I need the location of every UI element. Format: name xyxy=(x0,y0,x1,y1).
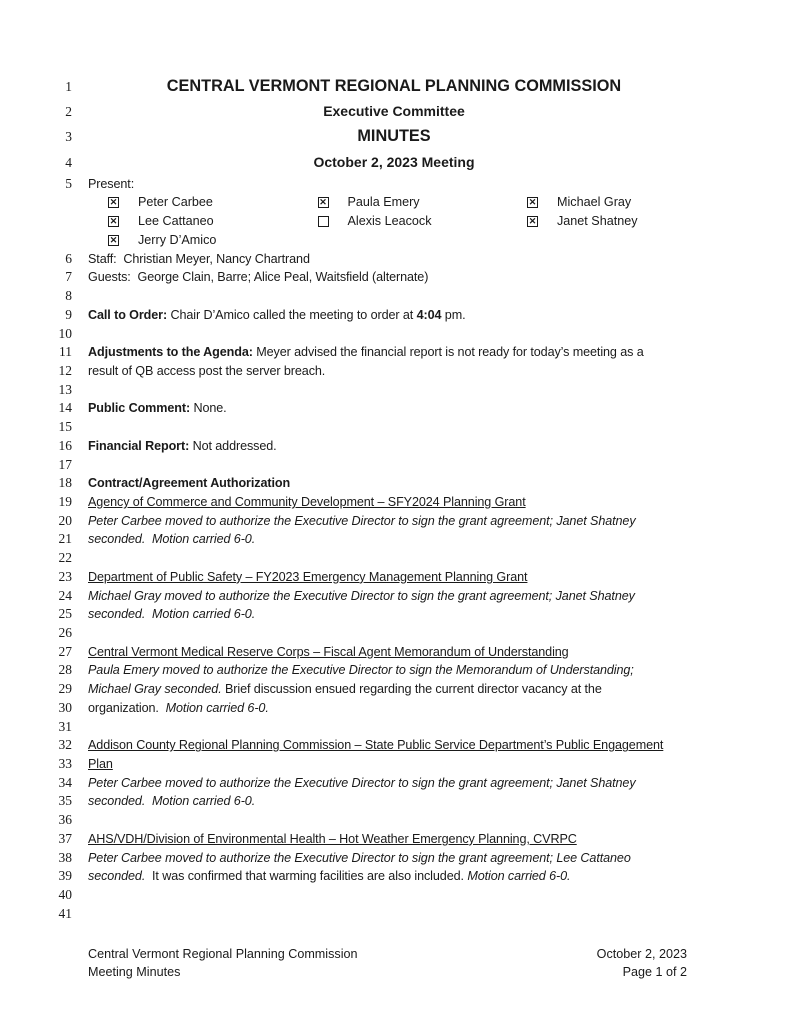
line-content xyxy=(88,643,569,662)
line-content xyxy=(88,99,700,124)
line-number: 12 xyxy=(58,362,72,378)
text-run: Motion carried 6-0. xyxy=(165,700,269,715)
line-content xyxy=(88,736,663,755)
line-number: 6 xyxy=(65,250,72,266)
text-run: seconded. Motion carried 6-0. xyxy=(88,607,256,622)
line-number: 34 xyxy=(58,774,72,790)
attendee xyxy=(108,193,318,212)
line-content xyxy=(88,474,290,493)
text-run: Staff: Christian Meyer, Nancy Chartrand xyxy=(88,251,310,266)
line-number: 13 xyxy=(58,381,72,397)
line-number xyxy=(0,193,72,212)
doc-line xyxy=(0,325,791,344)
line-content xyxy=(88,175,134,194)
attendee xyxy=(108,231,216,250)
doc-line xyxy=(0,306,791,325)
line-number: 17 xyxy=(58,456,72,472)
line-number: 4 xyxy=(65,154,72,170)
line-number: 29 xyxy=(58,681,72,697)
doc-line xyxy=(0,811,791,830)
line-content xyxy=(88,699,269,718)
line-number: 16 xyxy=(58,437,72,453)
doc-line xyxy=(0,905,791,924)
attendee xyxy=(527,193,631,212)
line-content xyxy=(88,849,631,868)
text-run: None. xyxy=(190,401,227,416)
attendee xyxy=(108,212,318,231)
text-run: Agency of Commerce and Community Development – SFY2024 Planning Grant xyxy=(88,494,526,509)
doc-line xyxy=(0,456,791,475)
line-number: 8 xyxy=(65,288,72,304)
line-number: 40 xyxy=(58,887,72,903)
text-run: result of QB access post the server breach. xyxy=(88,363,326,378)
line-number: 24 xyxy=(58,587,72,603)
text-run: Motion carried 6-0. xyxy=(467,869,571,884)
checkbox-unchecked-icon xyxy=(318,216,329,227)
text-run: AHS/VDH/Division of Environmental Health – Hot Weather Emergency Planning, CVRPC xyxy=(88,831,577,846)
text-run: Public Comment: xyxy=(88,401,191,416)
doc-line xyxy=(0,74,791,99)
attendee-name: Janet Shatney xyxy=(557,214,638,229)
doc-line xyxy=(0,250,791,269)
doc-line xyxy=(0,418,791,437)
attendee-grid xyxy=(88,193,631,212)
line-content xyxy=(88,124,700,149)
line-number: 31 xyxy=(58,718,72,734)
doc-line xyxy=(0,755,791,774)
checkbox-checked-icon: ✕ xyxy=(528,197,537,208)
line-content xyxy=(88,867,570,886)
doc-line xyxy=(0,568,791,587)
text-run: Peter Carbee moved to authorize the Executive Director to sign the grant agreement; Janet Shatney xyxy=(88,513,636,528)
line-number: 2 xyxy=(65,104,72,120)
doc-line xyxy=(0,643,791,662)
doc-line xyxy=(0,343,791,362)
line-number: 27 xyxy=(58,643,72,659)
attendee-name: Peter Carbee xyxy=(138,195,213,210)
text-run: Peter Carbee moved to authorize the Executive Director to sign the grant agreement; Janet Shatney xyxy=(88,775,636,790)
checkbox-checked-icon: ✕ xyxy=(109,216,118,227)
doc-line xyxy=(0,381,791,400)
footer-organization: Central Vermont Regional Planning Commission xyxy=(88,946,358,961)
line-number: 20 xyxy=(58,512,72,528)
attendee-grid xyxy=(88,231,216,250)
page-footer xyxy=(88,945,687,982)
line-content xyxy=(88,250,310,269)
line-number: 39 xyxy=(58,868,72,884)
text-run: Present: xyxy=(88,176,135,191)
doc-line xyxy=(0,399,791,418)
text-run: Guests: George Clain, Barre; Alice Peal, Waitsfield (alternate) xyxy=(88,270,429,285)
line-number: 5 xyxy=(65,175,72,191)
attendee-row xyxy=(0,212,791,231)
line-content xyxy=(88,493,526,512)
line-number: 30 xyxy=(58,699,72,715)
line-content xyxy=(88,150,700,175)
doc-line xyxy=(0,661,791,680)
line-content xyxy=(88,362,325,381)
doc-line xyxy=(0,830,791,849)
line-number: 18 xyxy=(58,475,72,491)
text-run: Paula Emery moved to authorize the Executive Director to sign the Memorandum of Understanding; xyxy=(88,663,634,678)
text-run: pm. xyxy=(441,307,466,322)
line-number: 14 xyxy=(58,400,72,416)
text-run: Brief discussion ensued regarding the current director vacancy at the xyxy=(221,682,602,697)
doc-line xyxy=(0,124,791,149)
text-run: Financial Report: xyxy=(88,438,190,453)
line-number: 3 xyxy=(65,129,72,145)
doc-line xyxy=(0,680,791,699)
line-content xyxy=(88,437,277,456)
line-number: 25 xyxy=(58,606,72,622)
text-run: Department of Public Safety – FY2023 Emergency Management Planning Grant xyxy=(88,569,528,584)
checkbox-checked-icon: ✕ xyxy=(109,234,118,245)
doc-line xyxy=(0,605,791,624)
footer-left xyxy=(88,945,358,982)
line-number: 41 xyxy=(58,905,72,921)
footer-page-number: Page 1 of 2 xyxy=(622,965,687,980)
doc-line xyxy=(0,99,791,124)
text-run: Chair D’Amico called the meeting to order at xyxy=(167,307,417,322)
doc-line xyxy=(0,530,791,549)
text-run: Michael Gray moved to authorize the Executive Director to sign the grant agreement; Janet Shatney xyxy=(88,588,635,603)
line-number: 10 xyxy=(58,325,72,341)
doc-line xyxy=(0,718,791,737)
doc-line xyxy=(0,474,791,493)
line-number: 35 xyxy=(58,793,72,809)
attendee-name: Jerry D’Amico xyxy=(138,232,217,247)
text-run: organization. xyxy=(88,700,166,715)
line-number: 37 xyxy=(58,830,72,846)
line-number: 1 xyxy=(65,79,72,94)
attendee-row xyxy=(0,231,791,250)
line-content xyxy=(88,512,636,531)
text-run: Executive Committee xyxy=(323,103,465,120)
doc-line xyxy=(0,362,791,381)
doc-line xyxy=(0,736,791,755)
attendee-name: Paula Emery xyxy=(347,195,420,210)
checkbox-checked-icon: ✕ xyxy=(109,197,118,208)
attendee-row xyxy=(0,193,791,212)
text-run: Michael Gray seconded. xyxy=(88,682,222,697)
text-run: Meyer advised the financial report is not ready for today’s meeting as a xyxy=(252,345,644,360)
doc-line xyxy=(0,268,791,287)
line-number: 11 xyxy=(59,344,72,360)
line-content xyxy=(88,792,255,811)
doc-line xyxy=(0,150,791,175)
line-content xyxy=(88,587,635,606)
doc-line xyxy=(0,175,791,194)
line-number: 15 xyxy=(58,419,72,435)
line-content xyxy=(88,661,634,680)
doc-line xyxy=(0,699,791,718)
text-run: It was confirmed that warming facilities are also included. xyxy=(145,869,468,884)
doc-line xyxy=(0,512,791,531)
attendee-name: Lee Cattaneo xyxy=(138,214,214,229)
text-run: CENTRAL VERMONT REGIONAL PLANNING COMMISSION xyxy=(166,77,622,95)
doc-line xyxy=(0,287,791,306)
line-number: 22 xyxy=(58,550,72,566)
attendee xyxy=(318,193,528,212)
text-run: Adjustments to the Agenda: xyxy=(88,345,253,360)
line-number: 36 xyxy=(58,812,72,828)
line-content xyxy=(88,605,255,624)
line-number xyxy=(0,231,72,250)
footer-right xyxy=(597,945,687,982)
doc-line xyxy=(0,437,791,456)
line-content xyxy=(88,755,113,774)
doc-line xyxy=(0,493,791,512)
minutes-body xyxy=(0,74,791,924)
doc-line xyxy=(0,549,791,568)
text-run: October 2, 2023 Meeting xyxy=(313,153,475,170)
text-run: Central Vermont Medical Reserve Corps – Fiscal Agent Memorandum of Understanding xyxy=(88,644,569,659)
doc-line xyxy=(0,886,791,905)
text-run: Call to Order: xyxy=(88,307,168,322)
text-run: MINUTES xyxy=(357,127,431,146)
checkbox-checked-icon: ✕ xyxy=(319,197,327,208)
line-number: 26 xyxy=(58,625,72,640)
text-run: 4:04 xyxy=(416,307,442,322)
line-number: 7 xyxy=(65,269,72,285)
line-content xyxy=(88,530,255,549)
line-number: 38 xyxy=(58,849,72,865)
line-content xyxy=(88,306,465,325)
line-content xyxy=(88,568,527,587)
line-content xyxy=(88,399,227,418)
attendee-name: Michael Gray xyxy=(557,195,632,210)
line-content xyxy=(88,268,428,287)
line-number: 32 xyxy=(58,737,72,753)
line-content xyxy=(88,343,644,362)
line-number: 19 xyxy=(58,493,72,509)
line-number: 21 xyxy=(58,531,72,547)
attendee-name: Alexis Leacock xyxy=(347,214,432,229)
line-content xyxy=(88,774,636,793)
doc-line xyxy=(0,849,791,868)
line-number: 23 xyxy=(58,568,72,584)
doc-line xyxy=(0,774,791,793)
line-number: 9 xyxy=(65,306,72,322)
doc-line xyxy=(0,624,791,643)
attendee-grid xyxy=(88,212,638,231)
attendee xyxy=(318,212,528,231)
text-run: seconded. Motion carried 6-0. xyxy=(88,532,256,547)
text-run: Plan xyxy=(88,757,113,772)
line-number: 28 xyxy=(58,662,72,678)
doc-line xyxy=(0,587,791,606)
checkbox-checked-icon: ✕ xyxy=(528,216,537,227)
line-content xyxy=(88,74,700,99)
attendee xyxy=(527,212,638,231)
text-run: seconded. xyxy=(88,869,146,884)
text-run: Contract/Agreement Authorization xyxy=(88,476,291,491)
line-content xyxy=(88,830,577,849)
doc-line xyxy=(0,867,791,886)
text-run: seconded. Motion carried 6-0. xyxy=(88,794,256,809)
footer-date: October 2, 2023 xyxy=(596,946,687,961)
text-run: Peter Carbee moved to authorize the Executive Director to sign the grant agreement; Lee Cattaneo xyxy=(88,850,631,865)
text-run: Addison County Regional Planning Commission – State Public Service Department’s Public Engagement xyxy=(88,738,664,753)
line-number: 33 xyxy=(58,756,72,772)
doc-line xyxy=(0,792,791,811)
line-content xyxy=(88,680,602,699)
line-number xyxy=(0,212,72,231)
footer-document-type: Meeting Minutes xyxy=(88,965,181,980)
text-run: Not addressed. xyxy=(189,438,277,453)
